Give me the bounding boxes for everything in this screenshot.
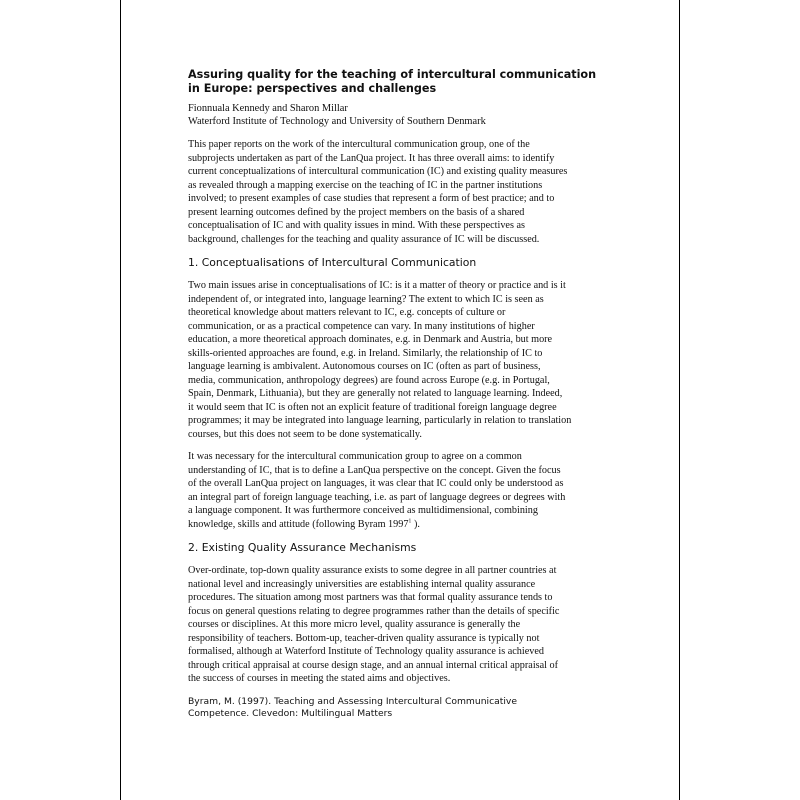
page-content: [188, 68, 616, 721]
section-1-paragraph-1: Two main issues arise in conceptualisations of IC: is it a matter of theory or practice and is it independent of, or integrated into, language learning? The extent to which IC is seen as theoretical knowledge about matters relevant to IC, e.g. concepts of culture or communication, or as a practical competence can vary. In many institutions of higher education, a more theoretical approach dominates, e.g. in Denmark and Austria, but more skills-oriented approaches are found, e.g. in Ireland. Similarly, the relationship of IC to language learning is ambivalent. Autonomous courses on IC (often as part of business, media, communication, anthropology degrees) are found across Europe (e.g. in Portugal, Spain, Denmark, Lithuania), but they are generally not related to language learning. Indeed, it would seem that IC is often not an explicit feature of traditional foreign language degree programmes; it may be integrated into language learning, particularly in relation to translation courses, but this does not seem to be done systematically.: [188, 280, 572, 440]
section-2-paragraph-1: Over-ordinate, top-down quality assurance exists to some degree in all partner countries at national level and increasingly universities are establishing internal quality assurance procedures. The situation among most partners was that formal quality assurance tends to focus on general questions relating to degree programmes rather than the details of specific courses or disciplines. At this more micro level, quality assurance is generally the responsibility of teachers. Bottom-up, teacher-driven quality assurance is typically not formalised, although at Waterford Institute of Technology quality assurance is achieved through critical appraisal at course design stage, and an annual internal critical appraisal of the success of courses in meeting the stated aims and objectives.: [188, 565, 560, 684]
document-page: [120, 0, 680, 800]
affiliation: Waterford Institute of Technology and University of Southern Denmark: [188, 116, 486, 127]
footnote-marker[interactable]: 1: [408, 518, 412, 525]
author-block: [188, 102, 616, 128]
abstract-paragraph: This paper reports on the work of the intercultural communication group, one of the subprojects undertaken as part of the LanQua project. It has three overall aims: to identify current conceptualizations of intercultural communication (IC) and existing quality measures as revealed through a mapping exercise on the teaching of IC in the partner institutions involved; to present examples of case studies that represent a form of best practice; and to present learning outcomes defined by the project members on the basis of a shared conceptualisation of IC and with quality issues in mind. With these perspectives as background, challenges for the teaching and quality assurance of IC will be discussed.: [188, 139, 568, 245]
paper-title: Assuring quality for the teaching of intercultural communication in Europe: perspectives and challenges: [188, 68, 597, 95]
footnote: Byram, M. (1997). Teaching and Assessing Intercultural Communicative Competence. Clevedon: Multilingual Matters: [188, 695, 518, 719]
authors: Fionnuala Kennedy and Sharon Millar: [188, 103, 348, 114]
section-1-heading: 1. Conceptualisations of Intercultural Communication: [188, 256, 477, 269]
section-1-paragraph-2-text: It was necessary for the intercultural communication group to agree on a common understanding of IC, that is to define a LanQua perspective on the concept. Given the focus of the overall LanQua project on languages, it was clear that IC could only be understood as an integral part of foreign language teaching, i.e. as part of language degrees or degrees with a language component. It was furthermore conceived as multidimensional, combining knowledge, skills and attitude (following Byram 1997: [188, 451, 566, 530]
section-1-paragraph-2: [188, 450, 616, 531]
section-1-paragraph-2-end: ).: [411, 518, 420, 530]
section-2-heading: 2. Existing Quality Assurance Mechanisms: [188, 541, 417, 554]
